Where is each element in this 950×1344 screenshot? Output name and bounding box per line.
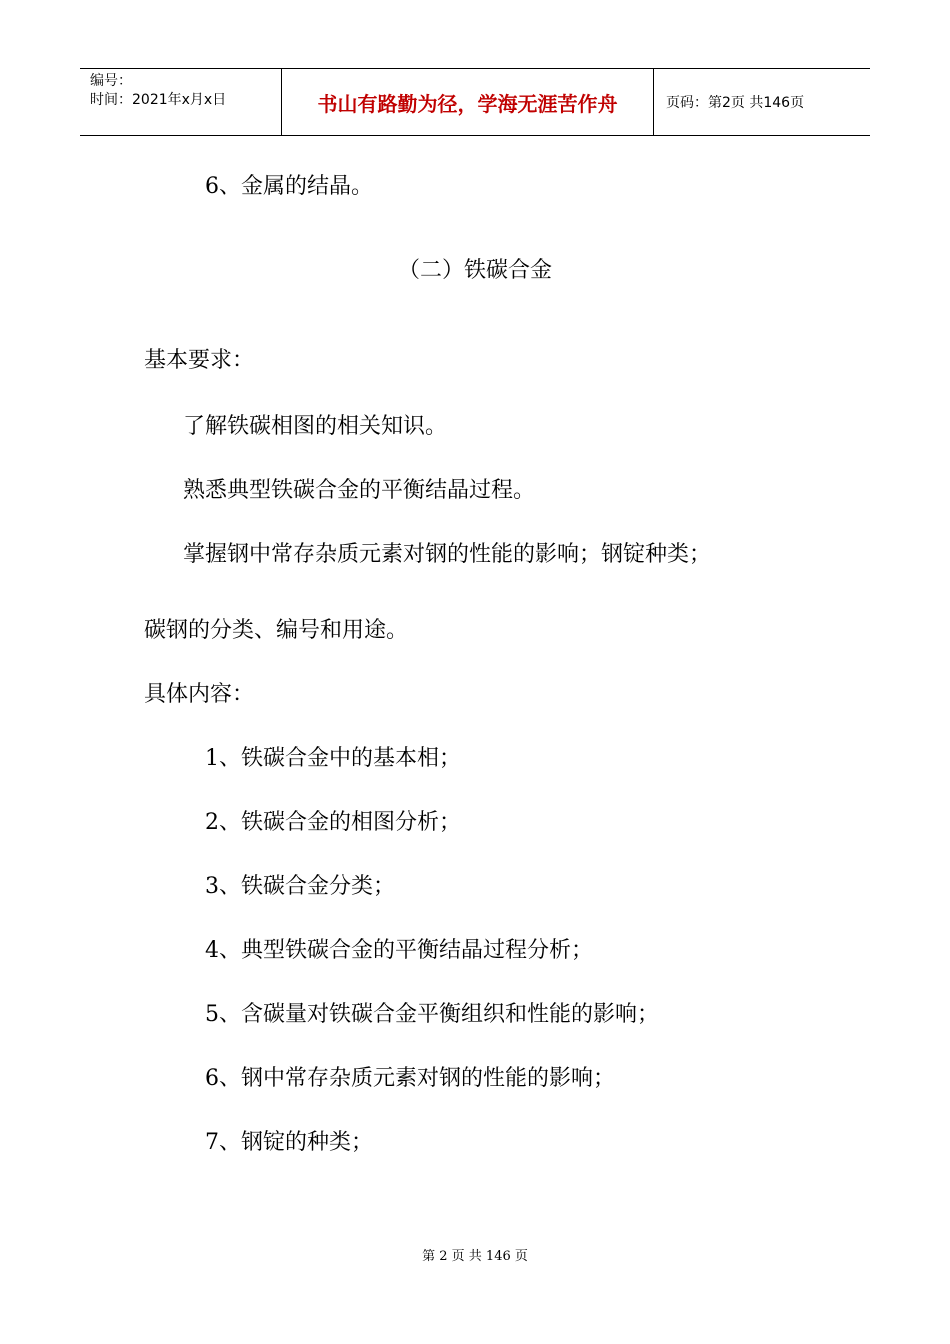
header-page-info: 页码：第2页 共146页: [666, 95, 805, 111]
requirement-item: 掌握钢中常存杂质元素对钢的性能的影响；钢锭种类；: [183, 542, 712, 567]
requirement-item: 了解铁碳相图的相关知识。: [183, 414, 448, 439]
content-item: 1、铁碳合金中的基本相；: [205, 746, 461, 771]
time-label: 时间：2021年x月x日: [90, 92, 227, 108]
page-footer: 第 2 页 共 146 页: [422, 1249, 528, 1264]
content-item: 3、铁碳合金分类；: [205, 874, 395, 899]
content-heading: 具体内容：: [144, 682, 255, 707]
content-item: 2、铁碳合金的相图分析；: [205, 810, 461, 835]
header-meta: [80, 69, 282, 135]
header-motto: 书山有路勤为径，学海无涯苦作舟: [282, 69, 654, 135]
content-item: 7、钢锭的种类；: [205, 1130, 373, 1155]
section-title: （二）铁碳合金: [397, 258, 552, 283]
content-item: 6、钢中常存杂质元素对钢的性能的影响；: [205, 1066, 615, 1091]
serial-label: 编号：: [90, 73, 132, 89]
requirements-heading: 基本要求：: [144, 348, 255, 373]
content-item: 5、含碳量对铁碳合金平衡组织和性能的影响；: [205, 1002, 659, 1027]
page-header: [80, 68, 870, 136]
requirement-item: 熟悉典型铁碳合金的平衡结晶过程。: [183, 478, 536, 503]
content-item: 4、典型铁碳合金的平衡结晶过程分析；: [205, 938, 593, 963]
item-metal-crystallization: 6、金属的结晶。: [205, 174, 373, 199]
requirement-item-continued: 碳钢的分类、编号和用途。: [144, 618, 409, 643]
